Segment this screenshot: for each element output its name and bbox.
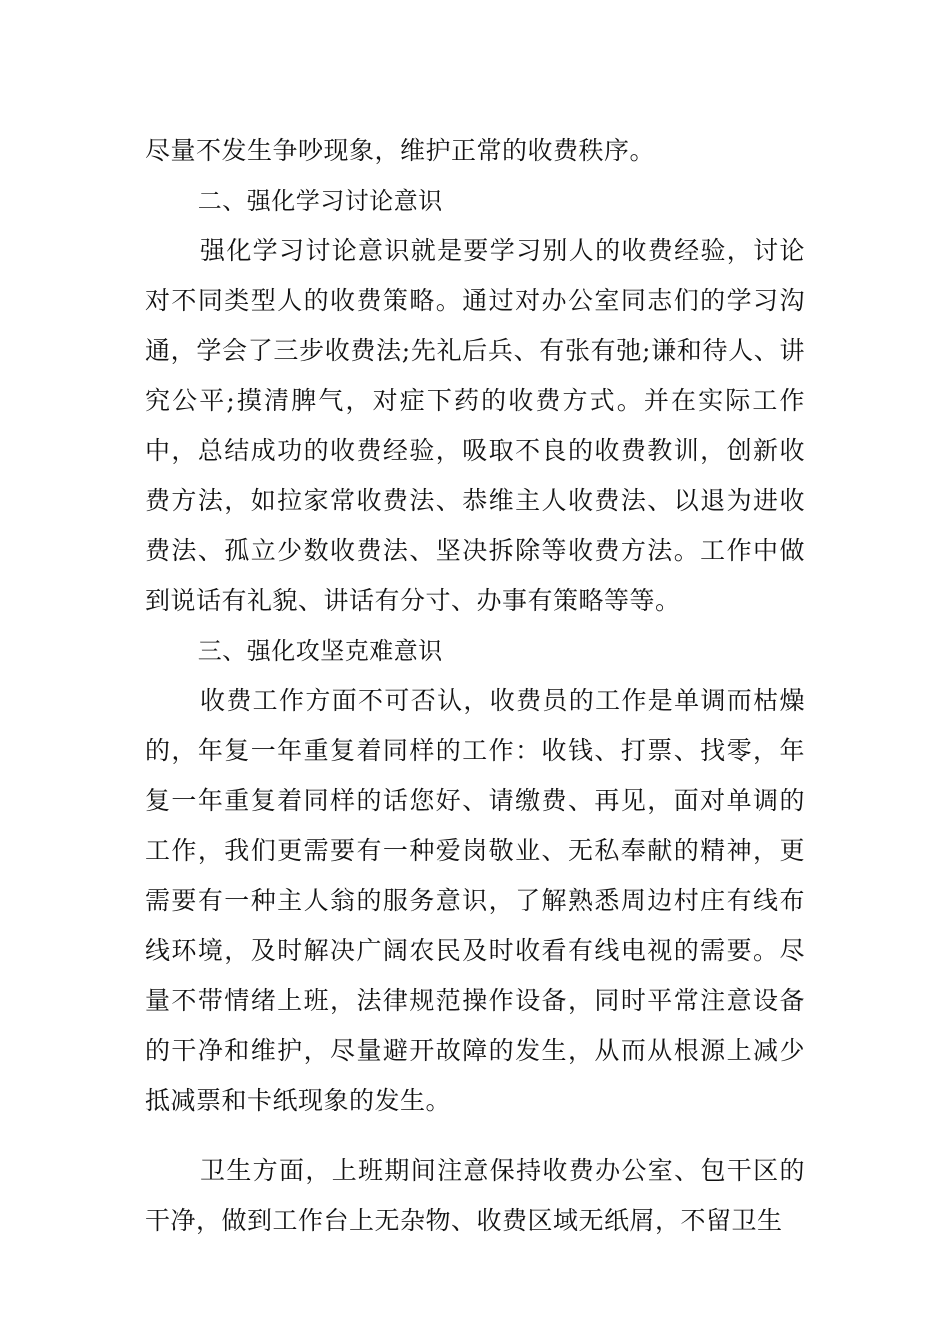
paragraph-continued: 尽量不发生争吵现象，维护正常的收费秩序。: [145, 136, 656, 165]
paragraph-toll-work: 收费工作方面不可否认，收费员的工作是单调而枯燥的，年复一年重复着同样的工作：收钱、打票、找零，年复一年重复着同样的话您好、请缴费、再见，面对单调的工作，我们更需要有一种爱岗敬业、无私奉献的精神，更需要有一种主人翁的服务意识，了解熟悉周边村庄有线布线环境，及时解决广阔农民及时收看有线电视的需要。尽量不带情绪上班，法律规范操作设备，同时平常注意设备的干净和维护，尽量避开故障的发生，从而从根源上减少抵减票和卡纸现象的发生。: [145, 686, 805, 1115]
section-heading-3: 三、强化攻坚克难意识: [197, 637, 443, 665]
section-heading-2: 二、强化学习讨论意识: [197, 187, 443, 215]
paragraph-study-discussion: 强化学习讨论意识就是要学习别人的收费经验，讨论对不同类型人的收费策略。通过对办公室同志们的学习沟通，学会了三步收费法;先礼后兵、有张有弛;谦和待人、讲究公平;摸清脾气，对症下药的收费方式。并在实际工作中，总结成功的收费经验，吸取不良的收费教训，创新收费方法，如拉家常收费法、恭维主人收费法、以退为进收费法、孤立少数收费法、坚决拆除等收费方法。工作中做到说话有礼貌、讲话有分寸、办事有策略等等。: [145, 236, 805, 615]
paragraph-hygiene: 卫生方面，上班期间注意保持收费办公室、包干区的干净，做到工作台上无杂物、收费区域无纸屑，不留卫生: [145, 1156, 805, 1235]
document-body: [145, 126, 805, 1246]
